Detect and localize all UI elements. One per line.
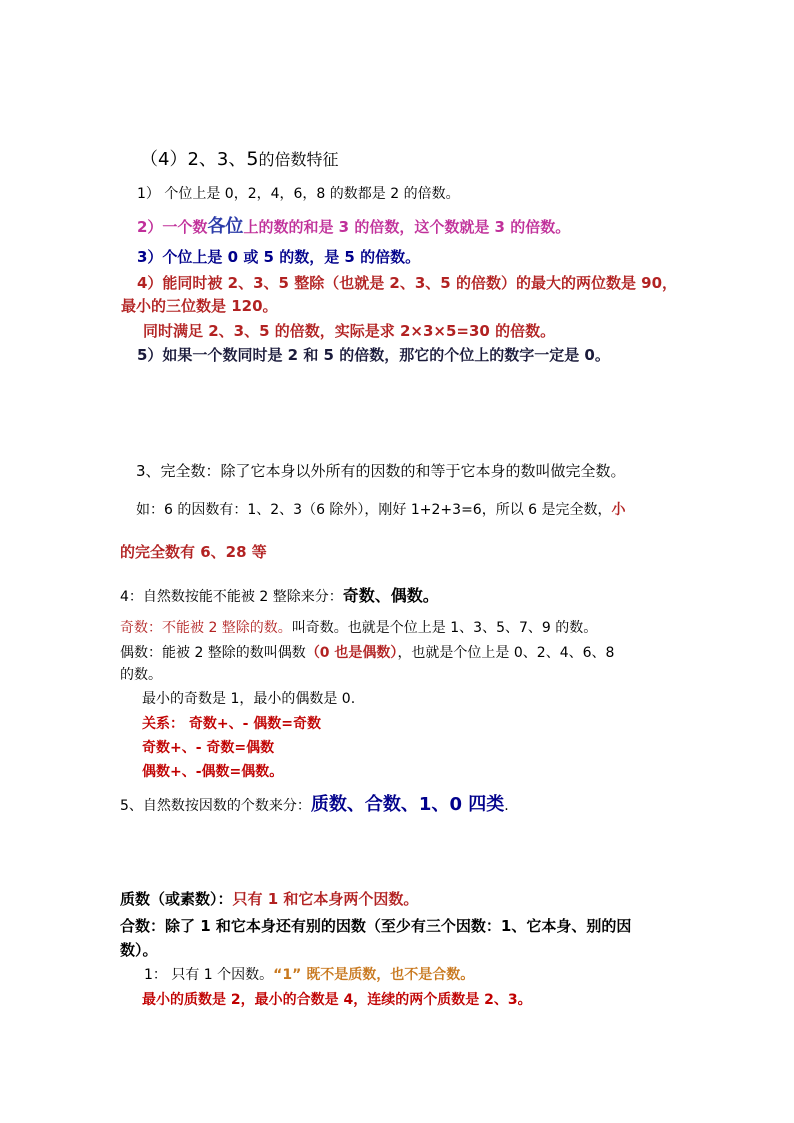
- odd-def-a: 奇数：不能被 2 整除的数。: [120, 620, 292, 636]
- factors-heading-b: 质数、合数、1、0 四类: [310, 794, 505, 815]
- even-def-b: （0 也是偶数）: [305, 645, 398, 661]
- relation-3: 偶数+、-偶数=偶数。: [142, 764, 284, 780]
- composite-definition-line2: 数）。: [120, 941, 158, 959]
- perfect-def-b: 除了它本身以外所有的因数的和等于它本身的数叫做完全数。: [220, 462, 626, 480]
- odd-even-heading: [120, 586, 439, 606]
- composite-definition-line1: 合数：除了 1 和它本身还有别的因数（至少有三个因数：1、它本身、别的因: [120, 917, 632, 935]
- even-def-a: 偶数：能被 2 整除的数叫偶数: [120, 645, 306, 661]
- factors-heading: [120, 794, 509, 816]
- prime-def-b: 只有 1 和它本身两个因数。: [232, 890, 419, 908]
- title-suffix: 的倍数特征: [258, 150, 339, 169]
- perfect-example-line2: 的完全数有 6、28 等: [120, 543, 267, 561]
- perfect-example: [136, 502, 626, 519]
- even-definition: [120, 645, 614, 662]
- perfect-definition: [136, 462, 626, 480]
- odd-even-heading-b: 奇数、偶数。: [342, 586, 439, 605]
- perfect-example-b: 小: [611, 502, 626, 518]
- perfect-example-a: 如：6 的因数有：1、2、3（6 除外），刚好 1+2+3=6，所以 6 是完全数，: [136, 502, 612, 518]
- prime-definition: [120, 890, 418, 908]
- odd-def-b: 叫奇数。也就是个位上是 1、3、5、7、9 的数。: [291, 620, 598, 636]
- rule-2: [137, 216, 570, 238]
- factors-heading-c: .: [504, 798, 509, 814]
- rule-4-line1: 4）能同时被 2、3、5 整除（也就是 2、3、5 的倍数）的最大的两位数是 90，: [137, 274, 678, 292]
- prime-def-a: 质数（或素数）：: [120, 890, 233, 908]
- even-def-c: ，也就是个位上是 0、2、4、6、8: [397, 645, 615, 661]
- rule-1: 1） 个位上是 0，2，4，6，8 的数都是 2 的倍数。: [137, 186, 460, 202]
- section-title: [140, 148, 338, 171]
- rule-2-b: 上的数的和是 3 的倍数，这个数就是 3 的倍数。: [243, 218, 571, 236]
- prime-summary: 最小的质数是 2，最小的合数是 4，连续的两个质数是 2、3。: [142, 992, 532, 1008]
- factors-heading-a: 5、自然数按因数的个数来分：: [120, 798, 311, 814]
- rule-4-line2: 最小的三位数是 120。: [121, 297, 278, 315]
- odd-even-heading-a: 4：自然数按能不能被 2 整除来分：: [120, 589, 343, 605]
- rule-5: 5）如果一个数同时是 2 和 5 的倍数，那它的个位上的数字一定是 0。: [137, 346, 610, 364]
- one-note: [144, 967, 474, 984]
- rule-2-a: 2）一个数: [137, 218, 208, 236]
- rule-4-line3: 同时满足 2、3、5 的倍数，实际是求 2×3×5=30 的倍数。: [143, 322, 556, 340]
- rule-2-emph: 各位: [207, 216, 244, 237]
- rule-3: 3）个位上是 0 或 5 的数，是 5 的倍数。: [137, 248, 421, 266]
- one-note-a: 1： 只有 1 个因数。: [144, 967, 274, 983]
- odd-definition: [120, 620, 597, 637]
- title-prefix: （4）2、3、: [140, 149, 247, 170]
- relation-1: 关系： 奇数+、- 偶数=奇数: [142, 716, 322, 732]
- title-five: 5: [246, 148, 259, 170]
- even-definition-line2: 的数。: [120, 667, 162, 683]
- smallest-odd-even: 最小的奇数是 1，最小的偶数是 0.: [142, 691, 356, 707]
- relation-2: 奇数+、- 奇数=偶数: [142, 740, 275, 756]
- one-note-b: “1” 既不是质数，也不是合数。: [273, 967, 475, 983]
- perfect-def-a: 3、完全数：: [136, 462, 221, 480]
